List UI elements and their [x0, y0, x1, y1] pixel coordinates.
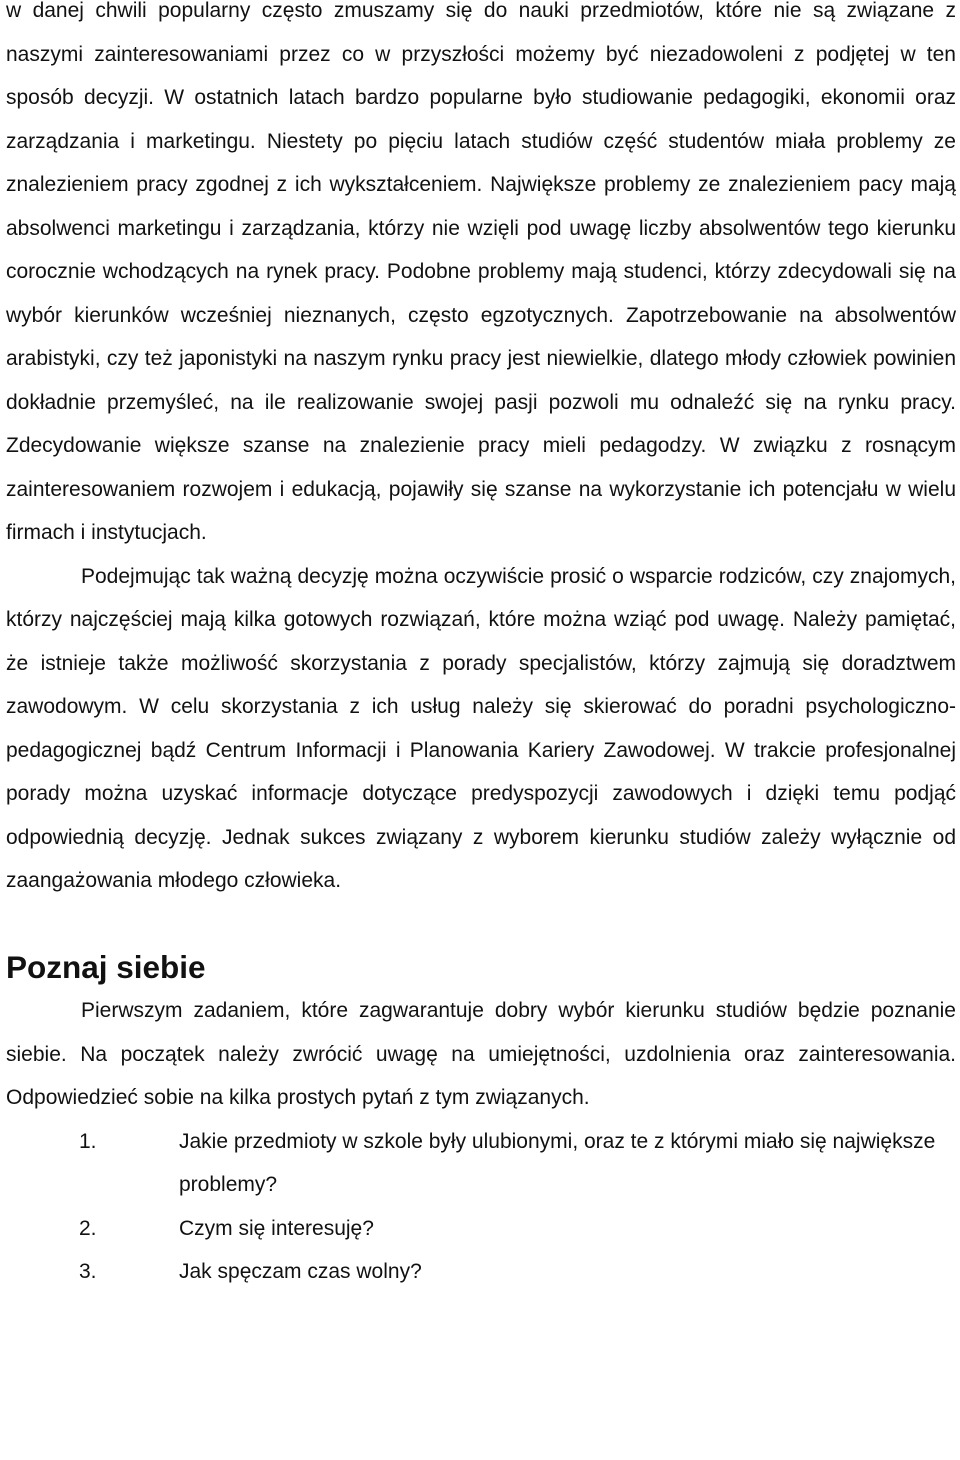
list-item	[6, 1120, 956, 1207]
list-item-number: 3.	[79, 1260, 97, 1283]
question-list	[6, 1120, 956, 1294]
document-page	[6, 0, 956, 1294]
body-paragraph-2: Podejmując tak ważną decyzję można oczywiście prosić o wsparcie rodziców, czy znajomych, którzy najczęściej mają kilka gotowych rozwiązań, które można wziąć pod uwagę. Należy pamiętać, że istnieje także możliwość skorzystania z porady specjalistów, którzy zajmują się doradztwem zawodowym. W celu skorzystania z ich usług należy się skierować do poradni psychologiczno-pedagogicznej bądź Centrum Informacji i Planowania Kariery Zawodowej. W trakcie profesjonalnej porady można uzyskać informacje dotyczące predyspozycji zawodowych i dzięki temu podjąć odpowiednią decyzję. Jednak sukces związany z wyborem kierunku studiów zależy wyłącznie od zaangażowania młodego człowieka.	[6, 564, 956, 892]
body-paragraph-1: w danej chwili popularny często zmuszamy się do nauki przedmiotów, które nie są związane z naszymi zainteresowaniami przez co w przyszłości możemy być niezadowoleni z podjętej w ten sposób decyzji. W ostatnich latach bardzo popularne było studiowanie pedagogiki, ekonomii oraz zarządzania i marketingu. Niestety po pięciu latach studiów część studentów miała problemy ze znalezieniem pracy zgodnej z ich wykształceniem. Największe problemy ze znalezieniem pacy mają absolwenci marketingu i zarządzania, którzy nie wzięli pod uwagę liczby absolwentów tego kierunku corocznie wchodzących na rynek pracy. Podobne problemy mają studenci, którzy zdecydowali się na wybór kierunków wcześniej nieznanych, często egzotycznych. Zapotrzebowanie na absolwentów arabistyki, czy też japonistyki na naszym rynku pracy jest niewielkie, dlatego młody człowiek powinien dokładnie przemyśleć, na ile realizowanie swojej pasji pozwoli mu odnaleźć się na rynku pracy. Zdecydowanie większe szanse na znalezienie pracy mieli pedagodzy. W związku z rosnącym zainteresowaniem rozwojem i edukacją, pojawiły się szanse na wykorzystanie ich potencjału w wielu firmach i instytucjach.	[6, 0, 956, 544]
list-item-number: 2.	[79, 1216, 97, 1240]
section-heading: Poznaj siebie	[6, 948, 206, 985]
list-item-number: 1.	[79, 1129, 97, 1153]
list-item	[6, 1250, 956, 1294]
list-item-text: Jak spęczam czas wolny?	[179, 1260, 422, 1283]
list-item-text: Jakie przedmioty w szkole były ulubionymi, oraz te z którymi miało się największe problemy?	[179, 1129, 936, 1196]
section-intro-paragraph: Pierwszym zadaniem, które zagwarantuje dobry wybór kierunku studiów będzie poznanie siebie. Na początek należy zwrócić uwagę na umiejętności, uzdolnienia oraz zainteresowania. Odpowiedzieć sobie na kilka prostych pytań z tym związanych.	[6, 999, 956, 1109]
list-item-text: Czym się interesuję?	[179, 1216, 374, 1240]
list-item	[6, 1207, 956, 1251]
